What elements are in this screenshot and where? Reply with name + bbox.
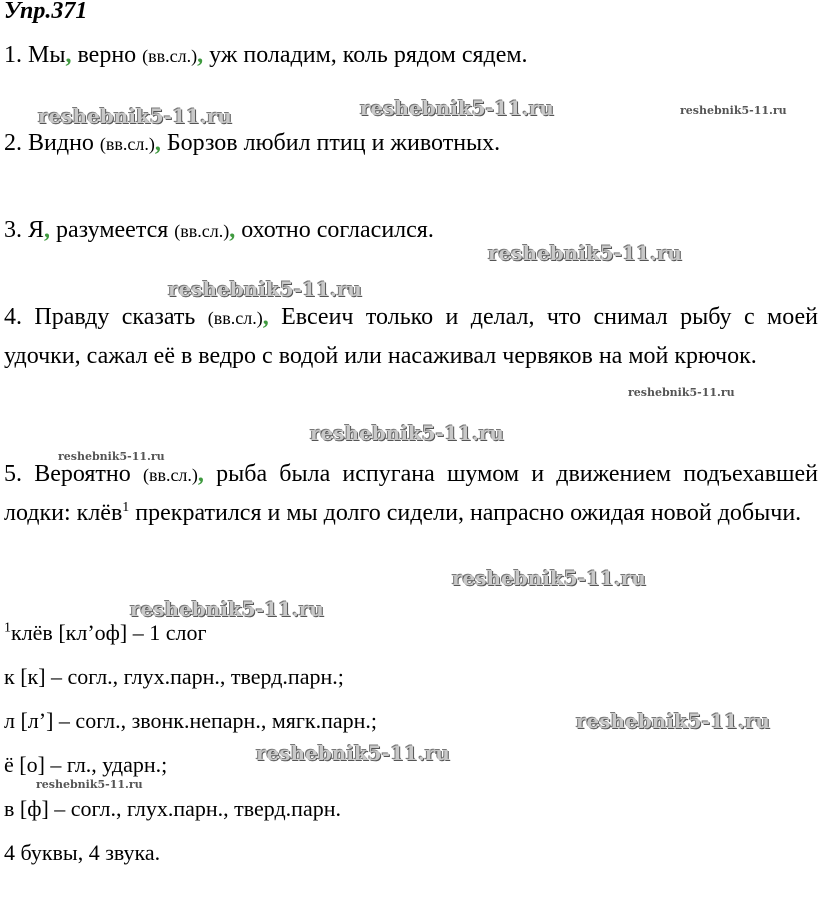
watermark: reshebnik5-11.ru: [168, 277, 362, 301]
sentence-4: [4, 298, 818, 375]
highlighted-comma: ,: [262, 304, 269, 330]
sentence-text: Борзов любил птиц и животных.: [160, 130, 501, 156]
sentence-number: 2.: [4, 130, 22, 156]
sentence-text: верно: [71, 42, 143, 68]
footnote-line-5: 4 буквы, 4 звука.: [4, 840, 161, 865]
sentence-3: [4, 215, 815, 246]
watermark: reshebnik5-11.ru: [488, 241, 682, 265]
sentence-text: разумеется: [50, 217, 175, 243]
highlighted-comma: ,: [44, 217, 51, 243]
sentence-text: уж поладим, коль рядом сядем.: [203, 42, 528, 68]
watermark: reshebnik5-11.ru: [360, 96, 554, 120]
footnote-marker: 1: [4, 620, 11, 636]
sentence-text: прекратился и мы долго сидели, напрасно ожидая новой добычи.: [129, 500, 802, 526]
watermark: reshebnik5-11.ru: [130, 597, 324, 621]
intro-word-note: (вв.сл.): [99, 134, 155, 154]
sentence-text: Я: [28, 217, 45, 243]
watermark: reshebnik5-11.ru: [36, 778, 143, 791]
watermark: reshebnik5-11.ru: [58, 450, 165, 463]
watermark: reshebnik5-11.ru: [38, 104, 232, 128]
footnote-line-2: л [л’] – согл., звонк.непарн., мягк.парн.;: [4, 708, 378, 733]
sentence-1: [4, 40, 815, 71]
sentence-text: Правду сказать: [34, 304, 208, 330]
sentence-number: 4.: [4, 304, 22, 330]
watermark: reshebnik5-11.ru: [680, 104, 787, 117]
intro-word-note: (вв.сл.): [174, 221, 230, 241]
highlighted-comma: ,: [65, 42, 72, 68]
watermark: reshebnik5-11.ru: [256, 741, 450, 765]
intro-word-note: (вв.сл.): [207, 308, 263, 328]
sentence-text: охотно согласился.: [235, 217, 434, 243]
footnote-line-4: в [ф] – согл., глух.парн., тверд.парн.: [4, 796, 341, 821]
footnote-line-3: ё [о] – гл., ударн.;: [4, 752, 168, 777]
footnote-head: [4, 618, 207, 648]
exercise-title: Упр.371: [4, 0, 88, 24]
sentence-text: Евсеич только и делал, что снимал рыбу с моей удочки, сажал её в ведро с водой или насаживал червяков на мой крючок.: [4, 304, 819, 369]
sentence-text: Мы: [28, 42, 66, 68]
sentence-number: 3.: [4, 217, 22, 243]
sentence-text: Вероятно: [34, 461, 143, 487]
highlighted-comma: ,: [154, 130, 161, 156]
footnote-marker: 1: [122, 500, 130, 515]
intro-word-note: (вв.сл.): [142, 46, 198, 66]
sentence-5: [4, 455, 818, 532]
watermark: reshebnik5-11.ru: [576, 709, 770, 733]
sentence-number: 5.: [4, 461, 22, 487]
sentence-number: 1.: [4, 42, 22, 68]
watermark: reshebnik5-11.ru: [310, 421, 504, 445]
footnote-line-1: к [к] – согл., глух.парн., тверд.парн.;: [4, 664, 344, 689]
watermark: reshebnik5-11.ru: [452, 566, 646, 590]
sentence-text: рыба была испугана шумом и движением подъехавшей лодки: клёв: [4, 461, 819, 526]
footnote-text: клёв [кл’оф] – 1 слог: [11, 620, 207, 645]
intro-word-note: (вв.сл.): [142, 465, 198, 485]
highlighted-comma: ,: [197, 461, 204, 487]
highlighted-comma: ,: [229, 217, 236, 243]
sentence-2: [4, 128, 815, 159]
sentence-text: Видно: [28, 130, 100, 156]
highlighted-comma: ,: [197, 42, 204, 68]
watermark: reshebnik5-11.ru: [628, 386, 735, 399]
